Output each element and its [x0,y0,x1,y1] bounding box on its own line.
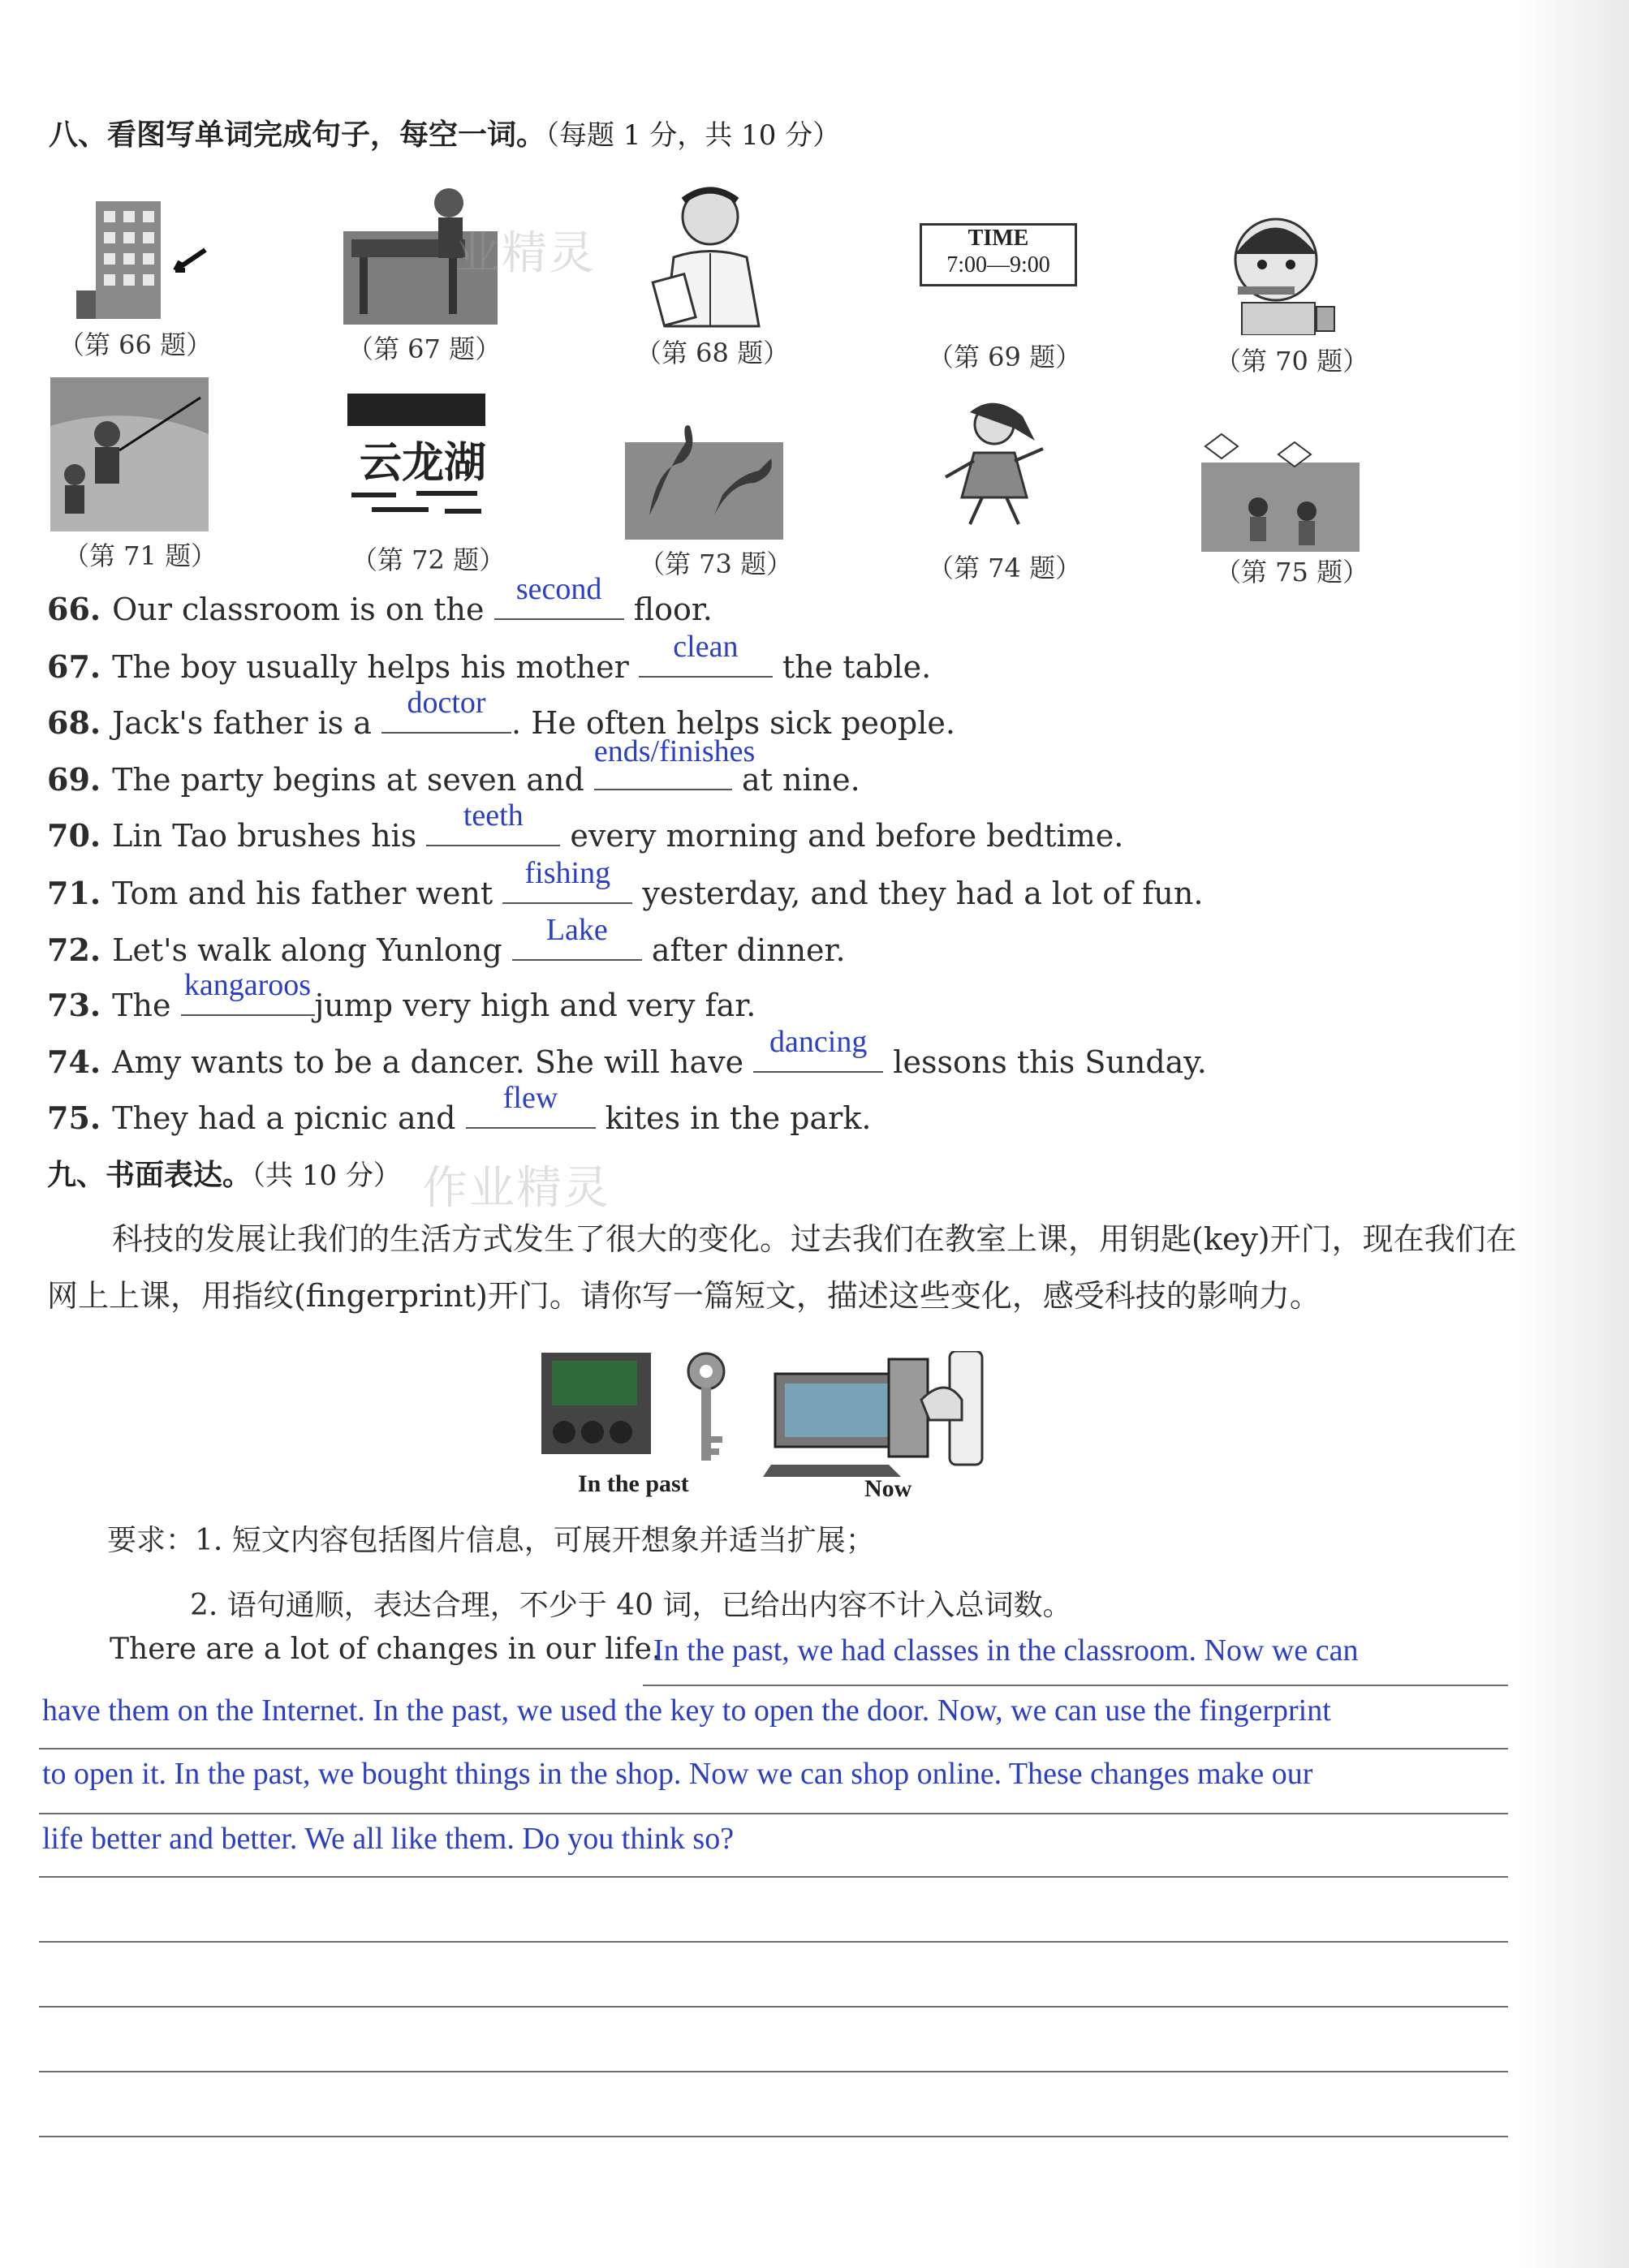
answer-text: dancing [769,1025,868,1059]
essay-line-3-text: to open it. In the past, we bought things in the shop. Now we can shop online. These changes make our [42,1757,1313,1791]
answer-blank[interactable] [639,630,773,678]
question-text-after: floor. [633,592,713,627]
question-number: 72. [47,932,101,968]
question-number: 69. [47,761,101,798]
essay-starter: There are a lot of changes in our life. [110,1633,662,1666]
caption-69: （第 69 题） [928,342,1082,372]
question-text-after: yesterday, and they had a lot of fun. [642,876,1204,911]
question-number: 75. [47,1100,101,1136]
answer-text: flew [502,1081,558,1115]
essay-rule [39,1941,1508,1943]
label-in-the-past: In the past [578,1470,689,1497]
question-74 [47,1025,1207,1080]
question-71 [47,856,1204,911]
answer-blank[interactable] [466,1081,596,1129]
question-text-after: jump very high and very far. [314,988,756,1023]
question-text-before: The [112,988,181,1023]
answer-blank[interactable] [494,572,624,620]
essay-rule [643,1685,1508,1686]
answer-text: ends/finishes [593,734,756,768]
caption-67: （第 67 题） [347,334,502,364]
caption-68: （第 68 题） [636,338,790,368]
section-9-title: 九、书面表达。 [47,1158,252,1192]
kangaroo-picture [625,418,783,540]
question-72 [47,913,846,968]
answer-text: Lake [545,913,608,947]
kites-park-picture [1201,430,1360,552]
question-number: 67. [47,648,101,685]
question-text-before: Our classroom is on the [112,592,485,627]
question-69 [47,734,860,798]
answer-text: teeth [463,798,524,833]
question-number: 74. [47,1044,101,1080]
answer-text: doctor [407,686,486,720]
label-now: Now [864,1475,912,1502]
answer-text: kangaroos [183,968,312,1002]
caption-73: （第 73 题） [639,549,793,579]
answer-blank[interactable] [181,968,315,1016]
answer-text: clean [673,630,739,664]
question-text-before: Let's walk along Yunlong [112,932,502,968]
yunlong-lake-picture [339,389,493,519]
question-text-after: the table. [782,649,932,685]
essay-rule [39,1748,1508,1749]
essay-rule [39,1876,1508,1878]
question-number: 68. [47,704,101,741]
caption-75: （第 75 题） [1215,557,1369,587]
time-box-range: 7:00—9:00 [946,252,1050,278]
question-text-before: The boy usually helps his mother [112,649,629,685]
question-75 [47,1081,872,1136]
doctor-picture [649,180,771,330]
caption-71: （第 71 题） [63,540,218,571]
answer-text: fishing [524,856,611,890]
answer-blank[interactable] [753,1025,883,1073]
watermark: 业精灵 [455,227,596,280]
section-9-score-note: （共 10 分） [252,1160,401,1192]
section-8-heading [49,112,840,153]
essay-rule [39,2136,1508,2137]
essay-line-1-text: In the past, we had classes in the classroom. Now we can [653,1633,1359,1668]
question-number: 73. [47,987,101,1023]
question-text-before: They had a picnic and [112,1100,456,1136]
essay-rule [39,2006,1508,2008]
question-67 [47,630,932,685]
boy-brushing-teeth-picture [1226,209,1339,335]
section-9-heading [47,1152,401,1194]
answer-blank[interactable] [593,734,756,790]
answer-blank[interactable] [512,913,642,961]
caption-74: （第 74 题） [928,553,1082,583]
question-number: 66. [47,591,101,627]
question-66 [47,572,713,627]
caption-72: （第 72 题） [351,544,506,575]
question-text-after: at nine. [741,762,860,798]
answer-blank[interactable] [502,856,632,904]
question-text-before: The party begins at seven and [112,762,584,798]
essay-rule [39,2071,1508,2072]
question-text-after: lessons this Sunday. [893,1044,1207,1080]
essay-line-2-text: have them on the Internet. In the past, we used the key to open the door. Now, we can use the fingerprint [42,1693,1331,1728]
building-picture [71,193,218,323]
question-text-before: Tom and his father went [112,876,493,911]
essay-rule [39,1813,1508,1814]
past-now-illustration [540,1351,994,1481]
requirement-1: 要求：1. 短文内容包括图片信息，可展开想象并适当扩展； [107,1524,875,1557]
time-box [920,223,1077,286]
answer-blank[interactable] [426,798,560,846]
question-70 [47,798,1124,854]
answer-blank[interactable] [381,686,511,734]
svg-text:云龙湖: 云龙湖 [360,439,487,488]
caption-66: （第 66 题） [58,329,213,360]
answer-text: second [515,572,602,606]
fishing-picture [50,377,209,531]
question-text-before: Amy wants to be a dancer. She will have [112,1044,744,1080]
requirement-2: 2. 语句通顺，表达合理，不少于 40 词，已给出内容不计入总词数。 [190,1589,1072,1622]
question-text-after: kites in the park. [605,1100,872,1136]
section-8-score-note: （每题 1 分，共 10 分） [545,119,841,152]
question-text-after: . He often helps sick people. [511,705,955,741]
question-text-before: Jack's father is a [112,705,372,741]
watermark: 作业精灵 [422,1162,610,1215]
question-text-after: after dinner. [651,932,846,968]
question-number: 70. [47,817,101,854]
question-73 [47,968,756,1023]
section-9-prompt: 科技的发展让我们的生活方式发生了很大的变化。过去我们在教室上课，用钥匙(key)开门，现在我们在网上上课，用指纹(fingerprint)开门。请你写一篇短文，描述这些变化，感受科技的影响力。 [47,1221,1517,1314]
question-text-after: every morning and before bedtime. [570,818,1124,854]
time-box-label: TIME [967,226,1029,251]
question-number: 71. [47,875,101,911]
question-68 [47,686,955,741]
caption-70: （第 70 题） [1215,346,1369,377]
question-text-before: Lin Tao brushes his [112,818,417,854]
section-8-title: 八、看图写单词完成句子，每空一词。 [49,118,546,152]
essay-line-4-text: life better and better. We all like them. Do you think so? [42,1822,735,1856]
girl-dancing-picture [937,396,1051,526]
